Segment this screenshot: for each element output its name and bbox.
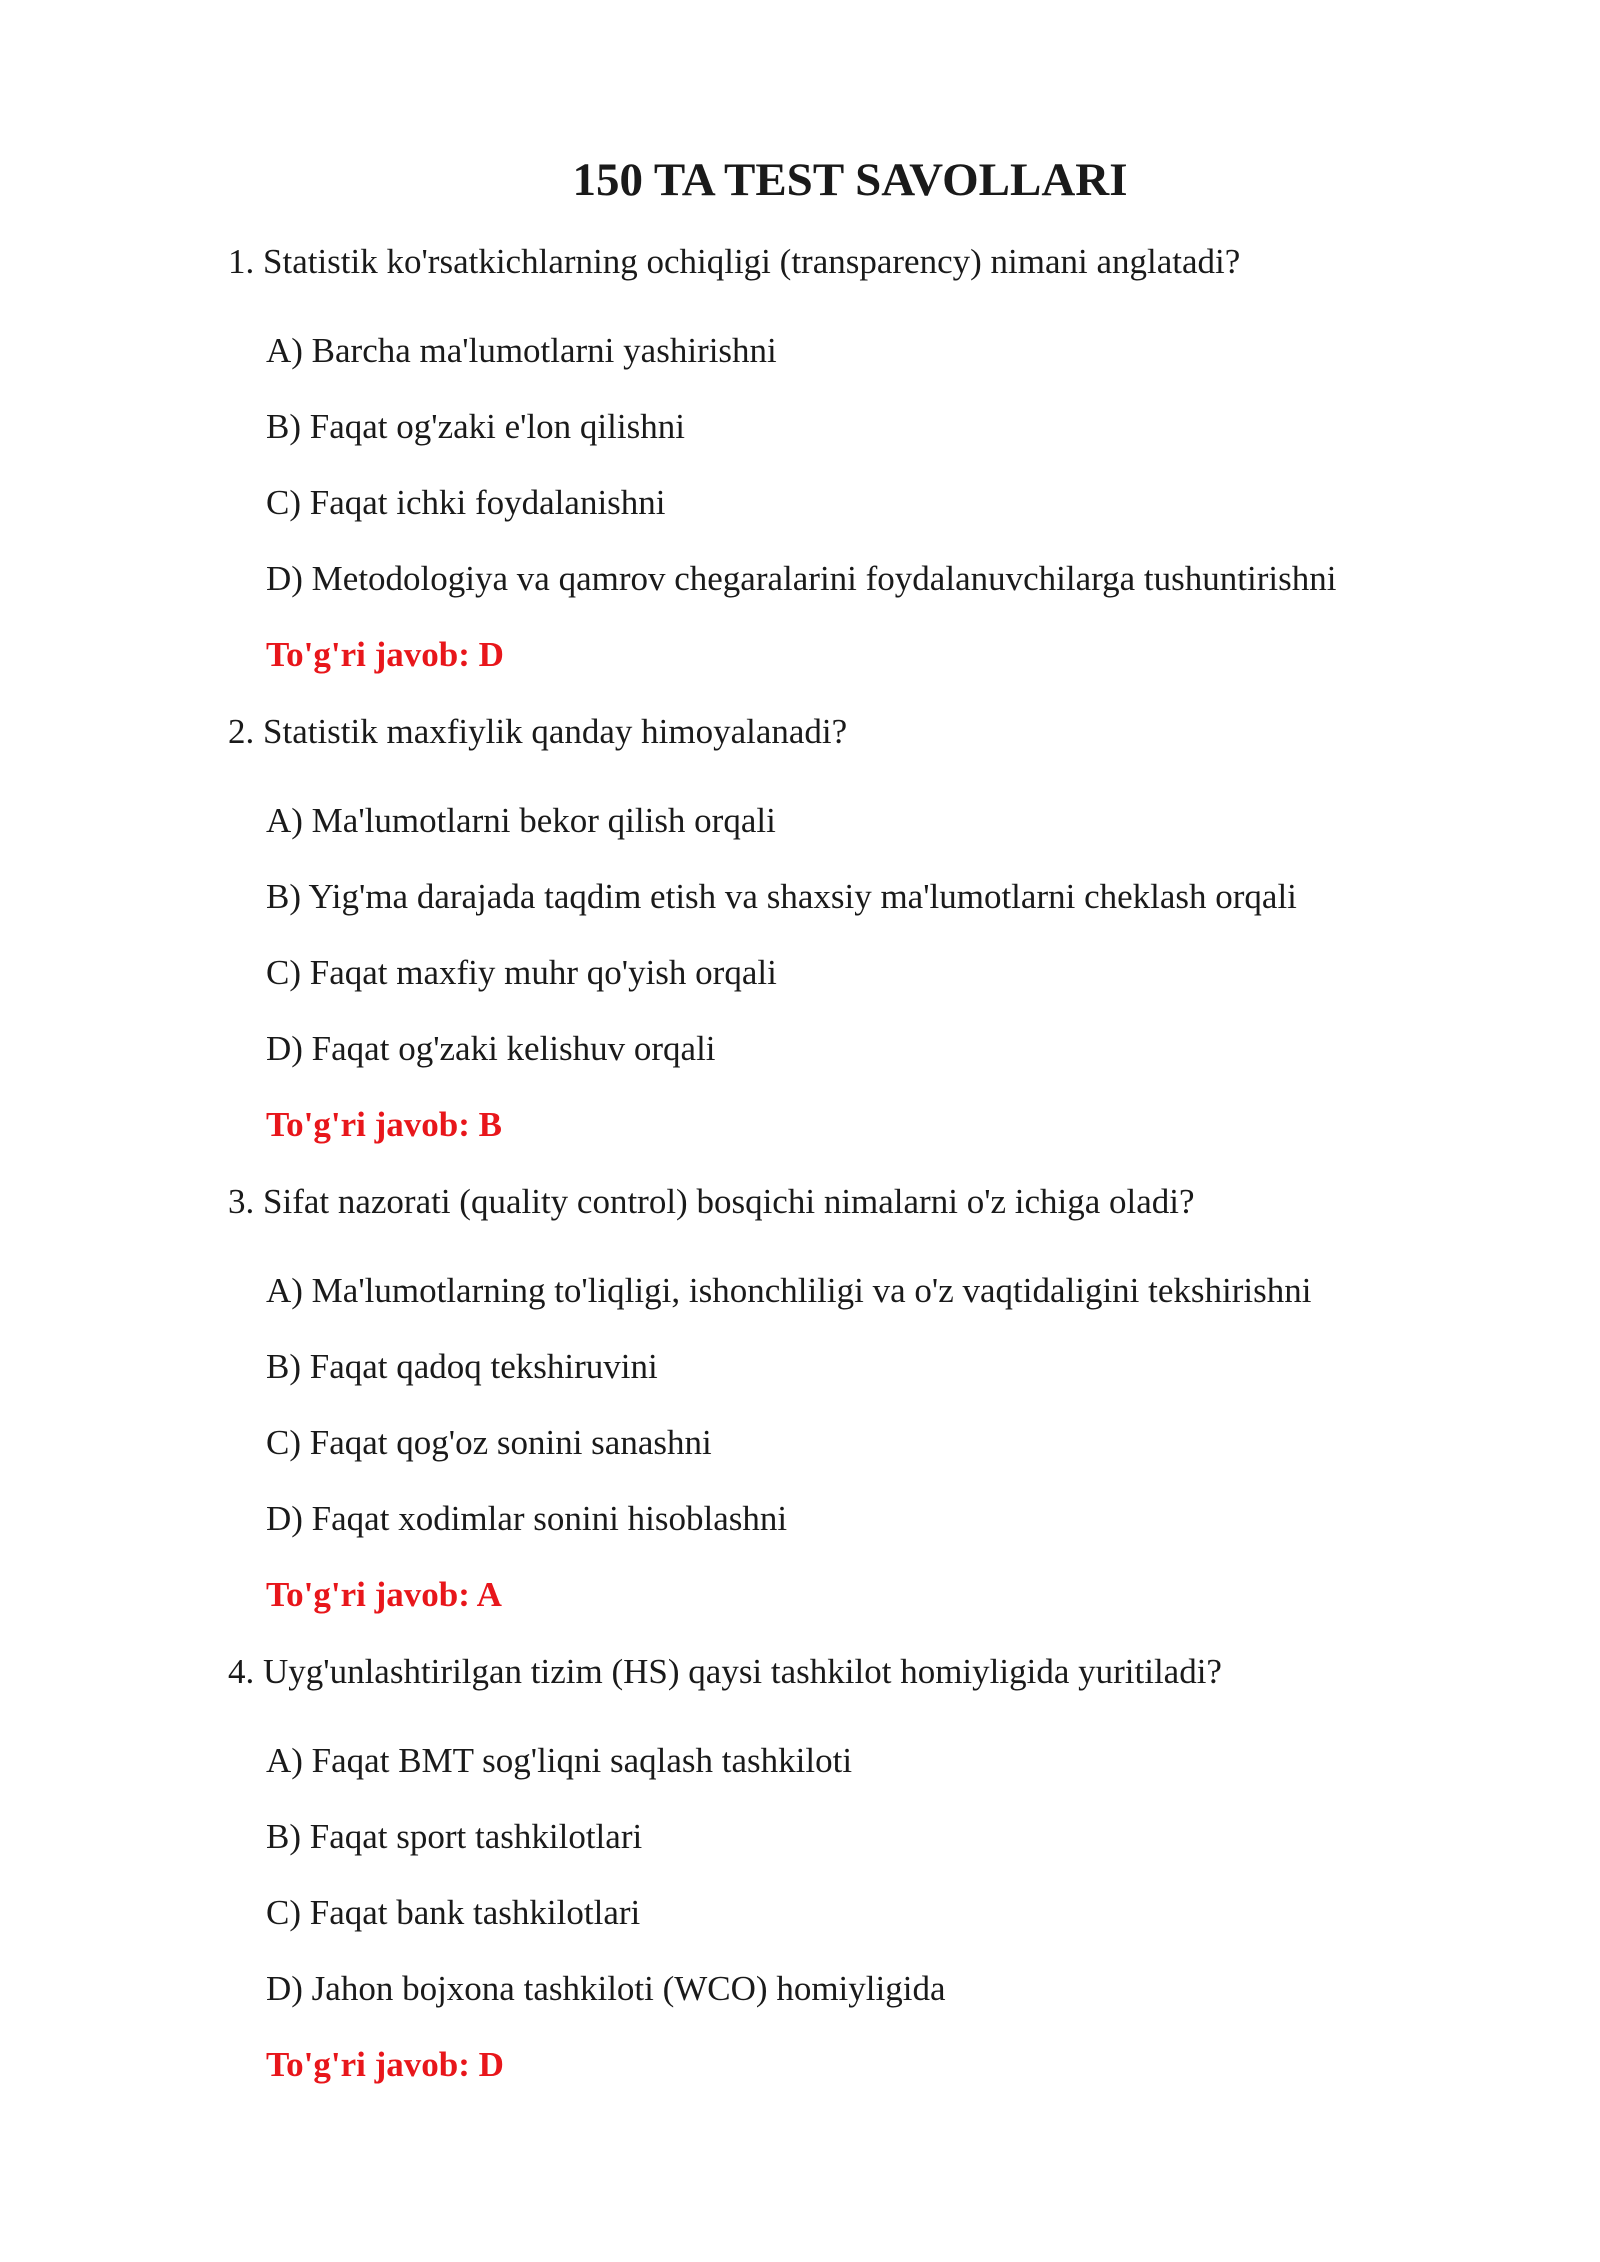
answer-option: C) Faqat qog'oz sonini sanashni (266, 1423, 712, 1462)
answer-option: D) Faqat og'zaki kelishuv orqali (266, 1029, 716, 1068)
correct-answer: To'g'ri javob: D (266, 2045, 504, 2084)
answer-option: A) Faqat BMT sog'liqni saqlash tashkiloti (266, 1741, 853, 1780)
correct-answer: To'g'ri javob: B (266, 1105, 502, 1144)
answer-option: C) Faqat ichki foydalanishni (266, 483, 666, 522)
correct-answer: To'g'ri javob: D (266, 635, 504, 674)
question-text: 1. Statistik ko'rsatkichlarning ochiqligi (transparency) nimani anglatadi? (228, 242, 1241, 281)
answer-option: D) Faqat xodimlar sonini hisoblashni (266, 1499, 788, 1538)
answer-option: B) Faqat og'zaki e'lon qilishni (266, 407, 685, 446)
correct-answer: To'g'ri javob: A (266, 1575, 502, 1614)
page-title: 150 TA TEST SAVOLLARI (572, 154, 1128, 206)
answer-option: B) Faqat sport tashkilotlari (266, 1817, 643, 1856)
answer-option: D) Metodologiya va qamrov chegaralarini foydalanuvchilarga tushuntirishni (266, 559, 1337, 598)
answer-option: B) Faqat qadoq tekshiruvini (266, 1347, 658, 1386)
answer-option: A) Ma'lumotlarning to'liqligi, ishonchliligi va o'z vaqtidaligini tekshirishni (266, 1271, 1312, 1310)
question-text: 4. Uyg'unlashtirilgan tizim (HS) qaysi tashkilot homiyligida yuritiladi? (228, 1652, 1222, 1691)
question-text: 3. Sifat nazorati (quality control) bosqichi nimalarni o'z ichiga oladi? (228, 1182, 1195, 1221)
answer-option: D) Jahon bojxona tashkiloti (WCO) homiyligida (266, 1969, 946, 2008)
answer-option: C) Faqat maxfiy muhr qo'yish orqali (266, 953, 777, 992)
answer-option: A) Ma'lumotlarni bekor qilish orqali (266, 801, 776, 840)
answer-option: C) Faqat bank tashkilotlari (266, 1893, 641, 1932)
answer-option: B) Yig'ma darajada taqdim etish va shaxsiy ma'lumotlarni cheklash orqali (266, 877, 1297, 916)
question-text: 2. Statistik maxfiylik qanday himoyalanadi? (228, 712, 848, 751)
answer-option: A) Barcha ma'lumotlarni yashirishni (266, 331, 777, 370)
